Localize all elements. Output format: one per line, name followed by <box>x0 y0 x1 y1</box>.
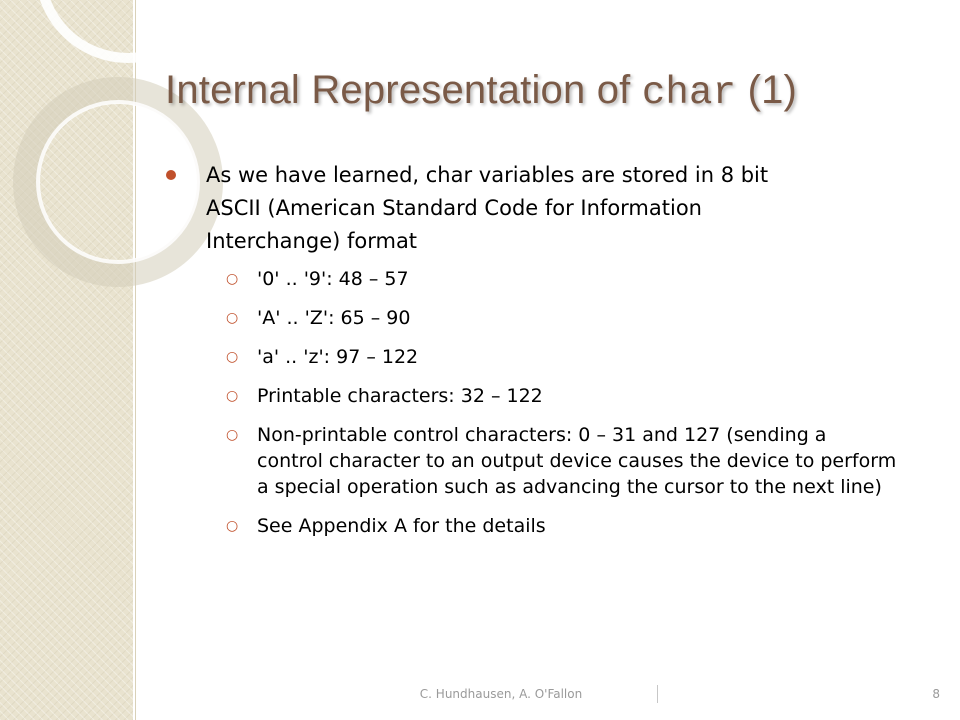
title-suffix: (1) <box>747 68 798 112</box>
sub-bullet-text: '0' .. '9': 48 – 57 <box>257 268 409 290</box>
main-bullet <box>166 158 926 258</box>
sub-bullet-item <box>226 422 926 500</box>
sub-bullet-list <box>166 266 926 539</box>
hollow-circle-icon: ○ <box>226 388 239 404</box>
sub-bullet-text: Non-printable control characters: 0 – 31 and 127 (sending a control character to an output device causes the device to perform a special operation such as advancing the cursor to the next line) <box>257 424 897 498</box>
slide-title <box>165 68 797 115</box>
hollow-circle-icon: ○ <box>226 518 239 534</box>
hollow-circle-icon: ○ <box>226 427 239 443</box>
bullet-text: As we have learned, char variables are stored in 8 bit ASCII (American Standard Code for Information Interchange) format <box>206 163 769 253</box>
title-text: Internal Representation of <box>165 68 631 112</box>
slide-content <box>166 158 926 552</box>
hollow-circle-icon: ○ <box>226 349 239 365</box>
hollow-circle-icon: ○ <box>226 310 239 326</box>
sub-bullet-item <box>226 305 926 331</box>
sub-bullet-item <box>226 344 926 370</box>
page-number: 8 <box>932 687 940 701</box>
sub-bullet-text: Printable characters: 32 – 122 <box>257 385 543 407</box>
footer-divider <box>657 685 658 703</box>
sub-bullet-text: 'A' .. 'Z': 65 – 90 <box>257 307 411 329</box>
bullet-dot-icon <box>166 170 176 180</box>
sub-bullet-item <box>226 266 926 292</box>
title-code: char <box>641 71 737 115</box>
footer-authors: C. Hundhausen, A. O'Fallon <box>419 687 583 701</box>
sub-bullet-text: See Appendix A for the details <box>257 515 546 537</box>
sub-bullet-text: 'a' .. 'z': 97 – 122 <box>257 346 419 368</box>
sub-bullet-item <box>226 383 926 409</box>
sub-bullet-item <box>226 513 926 539</box>
hollow-circle-icon: ○ <box>226 271 239 287</box>
